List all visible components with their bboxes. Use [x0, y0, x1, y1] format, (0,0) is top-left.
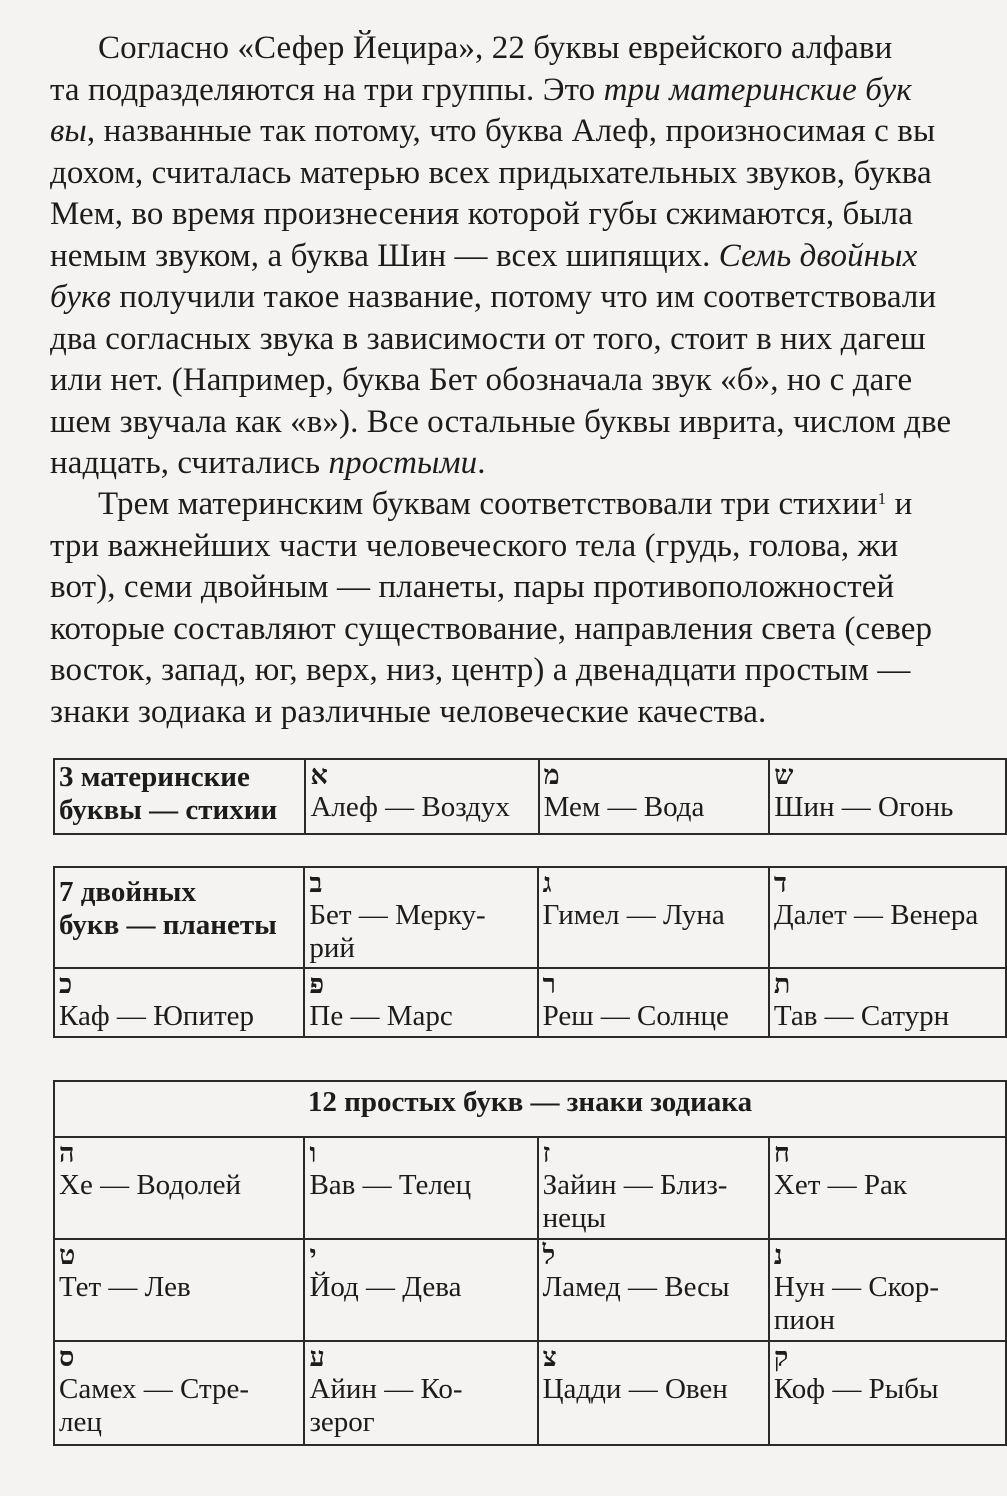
hebrew-letter: ל	[542, 1240, 556, 1271]
table-cell	[769, 759, 1006, 834]
letter-meaning: Вав — Телец	[309, 1169, 472, 1201]
text-line	[50, 400, 951, 445]
table-cell	[538, 1239, 769, 1341]
text-run: та подразделяются на три группы. Это	[50, 71, 604, 108]
text-line	[50, 690, 766, 735]
italic-term: Семь двойных	[718, 237, 918, 274]
table-cell	[769, 1137, 1006, 1239]
hebrew-letter: ד	[773, 868, 787, 899]
letter-meaning: Коф — Рыбы	[773, 1373, 939, 1405]
text-run: три важнейших части человеческого тела (грудь, голова, жи	[50, 527, 899, 564]
text-line	[50, 648, 910, 693]
mother-letters-header	[54, 759, 305, 834]
letter-meaning: Алеф — Воздух	[310, 791, 510, 823]
table-cell	[304, 1137, 537, 1239]
text-run: Мем, во время произнесения которой губы сжимаются, была	[50, 196, 913, 232]
hebrew-letter: א	[310, 760, 328, 791]
text-line	[50, 68, 912, 113]
table-cell	[538, 1137, 769, 1239]
text-run: дохом, считалась матерью всех придыхательных звуков, буква	[50, 154, 932, 191]
letter-meaning: Зайин — Близ- нецы	[542, 1169, 728, 1234]
table-cell	[54, 1239, 304, 1341]
letter-meaning: Хе — Водолей	[59, 1169, 242, 1201]
text-run: надцать, считались	[50, 445, 329, 481]
table-cell	[304, 1341, 537, 1445]
table-cell	[769, 867, 1006, 968]
text-line	[50, 524, 898, 569]
table-cell	[769, 1341, 1006, 1445]
text-run: которые составляют существование, направления света (север	[50, 610, 933, 647]
text-line	[50, 607, 932, 652]
hebrew-letter: ש	[774, 760, 794, 791]
letter-meaning: Каф — Юпитер	[59, 1000, 255, 1032]
table-cell	[769, 1239, 1006, 1341]
text-line	[50, 109, 935, 154]
text-line	[50, 358, 912, 403]
letter-meaning: Мем — Вода	[543, 791, 705, 823]
hebrew-letter: ז	[542, 1138, 551, 1169]
hebrew-letter: נ	[773, 1240, 783, 1271]
text-line	[98, 482, 912, 527]
text-line	[50, 317, 926, 362]
italic-term: простыми	[328, 445, 478, 481]
table-cell	[538, 1341, 769, 1445]
table-cell	[304, 1239, 537, 1341]
letter-meaning: Айин — Ко- зерог	[309, 1373, 463, 1438]
letter-meaning: Бет — Мерку- рий	[309, 899, 486, 964]
header-line: букв — планеты	[59, 909, 277, 941]
text-run: и	[886, 486, 913, 522]
simple-letters-table	[53, 1080, 1007, 1446]
letter-meaning: Нун — Скор- пион	[773, 1271, 939, 1336]
italic-term: букв	[50, 279, 111, 315]
text-run: .	[477, 445, 486, 481]
text-line	[50, 275, 936, 320]
hebrew-letter: ט	[59, 1240, 76, 1271]
letter-meaning: Шин — Огонь	[774, 791, 954, 823]
header-line: 7 двойных	[59, 876, 196, 908]
letter-meaning: Хет — Рак	[773, 1169, 907, 1201]
letter-meaning: Далет — Венера	[773, 899, 979, 931]
header-line: 3 материнские	[59, 761, 250, 793]
text-run: Согласно «Сефер Йецира», 22 буквы еврейского алфави	[98, 30, 893, 66]
text-run: два согласных звука в зависимости от того, стоит в них дагеш	[50, 320, 926, 357]
text-run: получили такое название, потому что им соответствовали	[110, 279, 937, 315]
letter-meaning: Тав — Сатурн	[773, 1000, 950, 1032]
mother-letters-table	[53, 758, 1007, 835]
text-run: шем звучала как «в»). Все остальные буквы иврита, числом две	[50, 403, 952, 440]
hebrew-letter: ב	[309, 868, 323, 899]
letter-meaning: Тет — Лев	[59, 1271, 191, 1303]
table-cell	[304, 867, 537, 968]
header-line: буквы — стихии	[59, 794, 278, 826]
letter-meaning: Цадди — Овен	[542, 1373, 728, 1405]
hebrew-letter: ת	[773, 969, 791, 1000]
letter-meaning: Самех — Стре- лец	[59, 1373, 250, 1438]
text-run: или нет. (Например, буква Бет обозначала звук «б», но с даге	[50, 362, 913, 398]
italic-term: вы	[50, 113, 87, 149]
simple-letters-title: 12 простых букв — знаки зодиака	[54, 1081, 1006, 1137]
text-line	[50, 565, 894, 610]
hebrew-letter: ח	[773, 1138, 790, 1169]
double-letters-header	[54, 867, 304, 968]
table-cell	[304, 968, 537, 1037]
hebrew-letter: ג	[542, 868, 552, 899]
table-cell	[54, 1137, 304, 1239]
hebrew-letter: ה	[59, 1138, 75, 1169]
italic-term: три материнские бук	[603, 71, 912, 108]
hebrew-letter: ר	[542, 969, 556, 1000]
table-cell	[769, 968, 1006, 1037]
letter-meaning: Реш — Солнце	[542, 1000, 729, 1032]
text-line	[50, 151, 932, 196]
text-line	[50, 192, 913, 237]
double-letters-table	[53, 866, 1007, 1038]
table-cell	[54, 1341, 304, 1445]
text-line	[50, 234, 917, 279]
letter-meaning: Ламед — Весы	[542, 1271, 730, 1303]
hebrew-letter: מ	[543, 760, 560, 791]
letter-meaning: Йод — Дева	[309, 1271, 462, 1303]
hebrew-letter: צ	[542, 1342, 557, 1373]
table-cell	[305, 759, 538, 834]
table-cell	[538, 867, 769, 968]
hebrew-letter: ס	[59, 1342, 75, 1373]
hebrew-letter: כ	[59, 969, 73, 1000]
letter-meaning: Гимел — Луна	[542, 899, 725, 931]
hebrew-letter: ק	[773, 1342, 789, 1373]
letter-meaning: Пе — Марс	[309, 1000, 453, 1032]
text-line	[50, 441, 486, 486]
text-run: Трем материнским буквам соответствовали три стихии	[98, 486, 878, 522]
hebrew-letter: י	[309, 1240, 317, 1271]
text-run: восток, запад, юг, верх, низ, центр) а двенадцати простым —	[50, 652, 911, 688]
text-run: , названные так потому, что буква Алеф, произносимая с вы	[86, 113, 936, 149]
text-run: вот), семи двойным — планеты, пары противоположностей	[50, 569, 895, 605]
text-run: знаки зодиака и различные человеческие качества.	[50, 693, 767, 730]
hebrew-letter: פ	[309, 969, 325, 1000]
hebrew-letter: ו	[309, 1138, 317, 1169]
text-line	[98, 26, 892, 71]
table-cell	[538, 968, 769, 1037]
text-run: немым звуком, а буква Шин — всех шипящих.	[50, 237, 719, 274]
table-cell	[539, 759, 770, 834]
table-cell	[54, 968, 304, 1037]
hebrew-letter: ע	[309, 1342, 325, 1373]
footnote-marker: 1	[877, 489, 887, 508]
